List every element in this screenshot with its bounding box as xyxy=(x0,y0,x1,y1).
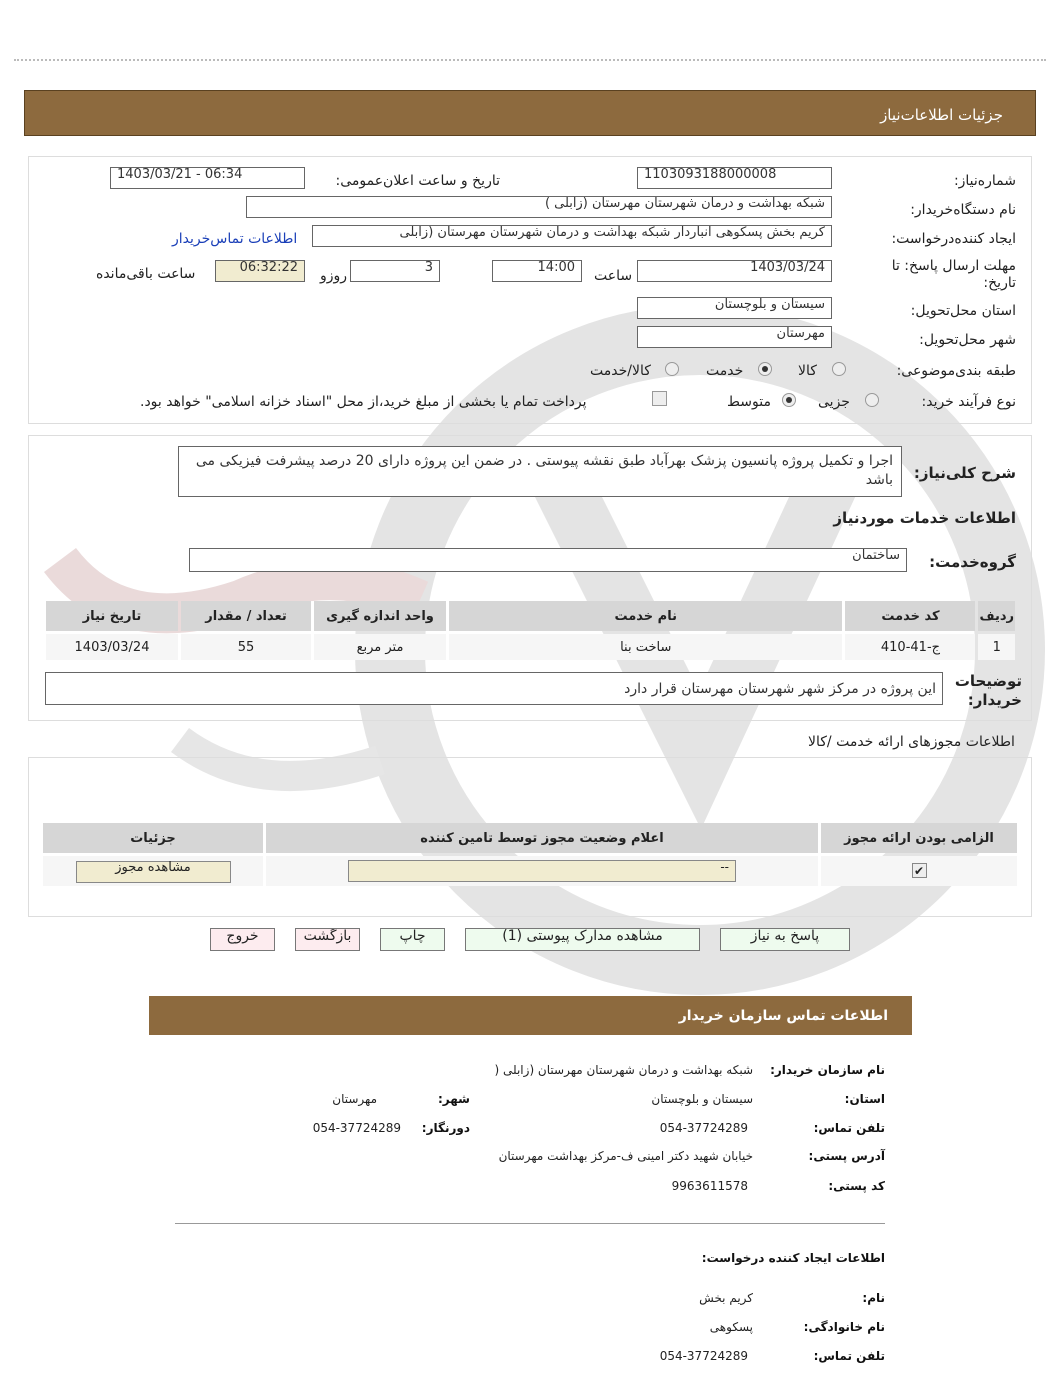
description-field: اجرا و تکمیل پروژه پانسیون پزشک بهرآباد طبق نقشه پیوستی . در ضمن این پروژه دارای 20 درصد پیشرفت فیزیکی می باشد xyxy=(178,446,902,497)
col-unit: واحد اندازه گیری xyxy=(314,601,446,631)
attachments-button[interactable]: مشاهده مدارک پیوستی (1) xyxy=(465,928,700,951)
address-value: خیابان شهید دکتر امینی ف-مرکز بهداشت مهرستان xyxy=(498,1149,753,1163)
postal-value: 9963611578 xyxy=(671,1179,748,1193)
category-service-radio[interactable] xyxy=(758,362,772,376)
contact-province-label: استان: xyxy=(844,1092,885,1106)
table-row xyxy=(43,856,1017,886)
creator-family-label: نام خانوادگی: xyxy=(803,1320,885,1334)
buyer-org-field: شبکه بهداشت و درمان شهرستان مهرستان (زابلی ) xyxy=(246,196,832,218)
description-label: شرح کلی‌نیاز: xyxy=(913,464,1016,482)
creator-label: ایجاد کننده‌درخواست: xyxy=(891,231,1016,247)
cell-unit: متر مربع xyxy=(314,634,446,660)
col-row: ردیف xyxy=(978,601,1015,631)
creator-family-value: پسکوهی xyxy=(709,1320,753,1334)
cell-status xyxy=(266,856,818,886)
buyer-notes-field: این پروژه در مرکز شهر شهرستان مهرستان قرار دارد xyxy=(45,672,943,705)
table-row xyxy=(46,634,1015,660)
col-required: الزامی بودن ارائه مجوز xyxy=(821,823,1017,853)
permits-table xyxy=(40,820,1020,889)
services-table xyxy=(43,598,1018,663)
permits-heading: اطلاعات مجوزهای ارائه خدمت /کالا xyxy=(808,734,1015,750)
buyer-org-label: نام دستگاه‌خریدار: xyxy=(910,202,1016,218)
col-qty: تعداد / مقدار xyxy=(181,601,311,631)
city-field: مهرستان xyxy=(637,326,832,348)
deadline-time-field: 14:00 xyxy=(492,260,582,282)
col-status: اعلام وضعیت مجوز توسط تامین کننده xyxy=(266,823,818,853)
province-label: استان محل‌تحویل: xyxy=(910,303,1016,319)
postal-label: کد پستی: xyxy=(828,1179,885,1193)
treasury-checkbox[interactable] xyxy=(652,391,667,406)
category-service-label: خدمت xyxy=(706,363,744,379)
address-label: آدرس پستی: xyxy=(808,1149,885,1163)
service-group-label: گروه‌خدمت: xyxy=(929,553,1016,571)
category-goods-label: کالا xyxy=(798,363,817,379)
phone-value: 054-37724289 xyxy=(659,1121,748,1135)
creator-name-value: کریم بخش xyxy=(699,1291,753,1305)
view-permit-button[interactable]: مشاهده مجوز xyxy=(76,861,231,883)
fax-value: 054-37724289 xyxy=(312,1121,401,1135)
org-value: شبکه بهداشت و درمان شهرستان مهرستان (زابلی ( xyxy=(494,1063,753,1077)
buyer-notes-label: توضیحات خریدار: xyxy=(954,672,1022,709)
category-label: طبقه بندی‌موضوعی: xyxy=(896,363,1016,379)
print-button[interactable]: چاپ xyxy=(380,928,445,951)
required-checkbox: ✔ xyxy=(912,863,927,878)
category-goods-radio[interactable] xyxy=(832,362,846,376)
col-details: جزئیات xyxy=(43,823,263,853)
creator-field: کریم بخش پسکوهی انباردار شبکه بهداشت و درمان شهرستان مهرستان (زابلی xyxy=(312,225,832,247)
page-header xyxy=(24,90,1036,136)
province-field: سیستان و بلوچستان xyxy=(637,297,832,319)
contact-city-value: مهرستان xyxy=(332,1092,377,1106)
page-title: جزئیات اطلاعات‌نیاز xyxy=(880,106,1003,124)
category-both-radio[interactable] xyxy=(665,362,679,376)
cell-row: 1 xyxy=(978,634,1015,660)
process-medium-label: متوسط xyxy=(727,394,771,410)
creator-phone-label: تلفن تماس: xyxy=(813,1349,885,1363)
process-label: نوع فرآیند خرید: xyxy=(921,394,1016,410)
contact-title: اطلاعات تماس سازمان خریدار xyxy=(678,1008,888,1024)
remaining-time-field: 06:32:22 xyxy=(215,260,305,282)
exit-button[interactable]: خروج xyxy=(210,928,275,951)
deadline-label: مهلت ارسال پاسخ: تا تاریخ: xyxy=(891,258,1016,291)
contact-province-value: سیستان و بلوچستان xyxy=(651,1092,753,1106)
process-minor-label: جزیی xyxy=(818,394,850,410)
cell-name: ساخت بنا xyxy=(449,634,842,660)
cell-qty: 55 xyxy=(181,634,311,660)
deadline-time-label: ساعت xyxy=(594,268,633,284)
status-field: -- xyxy=(348,860,736,882)
process-medium-radio[interactable] xyxy=(782,393,796,407)
permits-table-header xyxy=(43,823,1017,853)
days-field: 3 xyxy=(350,260,440,282)
col-name: نام خدمت xyxy=(449,601,842,631)
need-number-field: 1103093188000008 xyxy=(637,167,832,189)
col-code: کد خدمت xyxy=(845,601,975,631)
city-label: شهر محل‌تحویل: xyxy=(919,332,1016,348)
services-table-header xyxy=(46,601,1015,631)
cell-code: ج-41-410 xyxy=(845,634,975,660)
cell-date: 1403/03/24 xyxy=(46,634,178,660)
creator-phone-value: 054-37724289 xyxy=(659,1349,748,1363)
top-separator xyxy=(14,59,1046,61)
fax-label: دورنگار: xyxy=(421,1121,470,1135)
col-date: تاریخ نیاز xyxy=(46,601,178,631)
creator-name-label: نام: xyxy=(862,1291,885,1305)
back-button[interactable]: بازگشت xyxy=(295,928,360,951)
announce-field: 1403/03/21 - 06:34 xyxy=(110,167,305,189)
need-number-label: شماره‌نیاز: xyxy=(953,173,1016,189)
creator-info-heading: اطلاعات ایجاد کننده درخواست: xyxy=(701,1251,885,1265)
contact-divider xyxy=(175,1223,885,1224)
deadline-date-field: 1403/03/24 xyxy=(637,260,832,282)
buyer-contact-link[interactable]: اطلاعات تماس‌خریدار xyxy=(172,231,298,247)
contact-city-label: شهر: xyxy=(438,1092,470,1106)
reply-button[interactable]: پاسخ به نیاز xyxy=(720,928,850,951)
cell-required xyxy=(821,856,1017,886)
service-group-field: ساختمان xyxy=(189,548,907,572)
category-both-label: کالا/خدمت xyxy=(590,363,651,379)
remaining-time-label: ساعت باقی‌مانده xyxy=(96,266,196,282)
payment-note: پرداخت تمام یا بخشی از مبلغ خرید،از محل "اسناد خزانه اسلامی" خواهد بود. xyxy=(140,394,587,410)
announce-label: تاریخ و ساعت اعلان‌عمومی: xyxy=(335,173,500,189)
org-label: نام سازمان خریدار: xyxy=(770,1063,885,1077)
process-minor-radio[interactable] xyxy=(865,393,879,407)
phone-label: تلفن تماس: xyxy=(813,1121,885,1135)
services-heading: اطلاعات خدمات موردنیاز xyxy=(833,509,1016,527)
days-label: روزو xyxy=(320,268,348,284)
contact-header xyxy=(149,996,912,1035)
cell-details xyxy=(43,856,263,886)
